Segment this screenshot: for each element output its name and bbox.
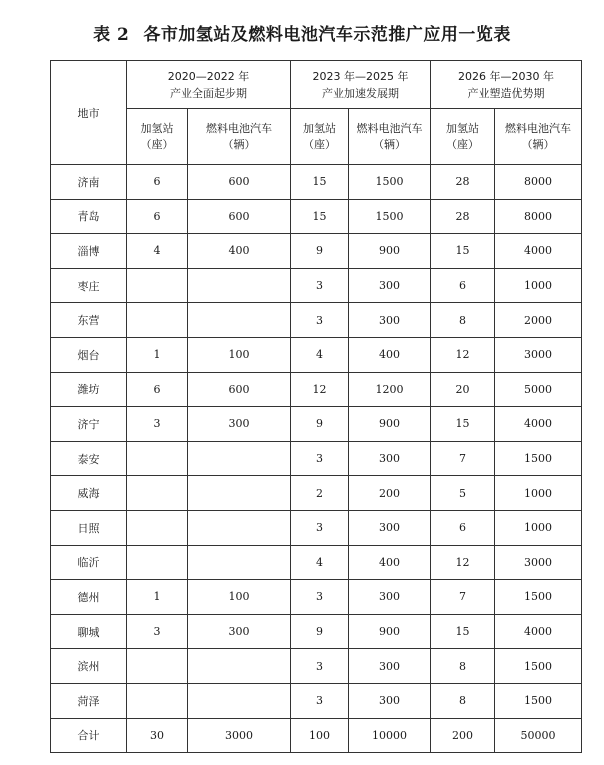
vehicles-2020-2022-cell: 300 — [188, 614, 291, 649]
stations-2020-2022-cell: 6 — [127, 199, 188, 234]
stations-2023-2025-cell: 3 — [291, 649, 349, 684]
table-row — [51, 268, 582, 303]
header-row-units — [51, 109, 582, 165]
stations-2023-2025-cell: 3 — [291, 510, 349, 545]
stations-2020-2022-cell: 30 — [127, 718, 188, 753]
stations-2023-2025-cell: 15 — [291, 199, 349, 234]
stations-2026-2030-cell: 8 — [431, 683, 495, 718]
stations-2020-2022-cell — [127, 268, 188, 303]
vehicles-2020-2022-cell — [188, 683, 291, 718]
city-cell: 泰安 — [51, 441, 127, 476]
stations-2020-2022-cell: 3 — [127, 407, 188, 442]
vehicles-2026-2030-cell: 1000 — [495, 268, 582, 303]
vehicles-2023-2025-cell: 400 — [349, 337, 431, 372]
table-row — [51, 683, 582, 718]
stations-2023-2025-cell: 9 — [291, 614, 349, 649]
vehicles-label: 燃料电池汽车 — [206, 121, 272, 135]
vehicles-2023-2025-cell: 900 — [349, 407, 431, 442]
stations-2026-2030-cell: 7 — [431, 580, 495, 615]
city-cell: 滨州 — [51, 649, 127, 684]
vehicles-label: 燃料电池汽车 — [505, 121, 572, 135]
column-header-city: 地市 — [51, 61, 127, 165]
city-cell: 临沂 — [51, 545, 127, 580]
table-row — [51, 337, 582, 372]
stations-2026-2030-cell: 6 — [431, 268, 495, 303]
vehicles-2026-2030-cell: 50000 — [495, 718, 582, 753]
vehicles-2023-2025-cell: 300 — [349, 580, 431, 615]
column-header-stations-2 — [291, 109, 349, 165]
vehicles-2026-2030-cell: 1000 — [495, 510, 582, 545]
vehicles-2026-2030-cell: 2000 — [495, 303, 582, 338]
stations-2023-2025-cell: 9 — [291, 407, 349, 442]
stations-2023-2025-cell: 3 — [291, 580, 349, 615]
vehicles-2020-2022-cell: 600 — [188, 372, 291, 407]
stations-2020-2022-cell — [127, 510, 188, 545]
stations-2026-2030-cell: 28 — [431, 199, 495, 234]
vehicles-unit: （辆） — [222, 137, 256, 151]
vehicles-2020-2022-cell — [188, 649, 291, 684]
vehicles-2023-2025-cell: 900 — [349, 234, 431, 269]
stations-2020-2022-cell — [127, 545, 188, 580]
vehicles-2020-2022-cell — [188, 441, 291, 476]
stations-2023-2025-cell: 100 — [291, 718, 349, 753]
stations-2020-2022-cell — [127, 683, 188, 718]
stations-2023-2025-cell: 4 — [291, 545, 349, 580]
stations-2026-2030-cell: 6 — [431, 510, 495, 545]
vehicles-2020-2022-cell: 400 — [188, 234, 291, 269]
table-row — [51, 199, 582, 234]
stations-2023-2025-cell: 3 — [291, 268, 349, 303]
table-row — [51, 441, 582, 476]
stations-2020-2022-cell — [127, 476, 188, 511]
stations-2020-2022-cell: 3 — [127, 614, 188, 649]
vehicles-2026-2030-cell: 4000 — [495, 407, 582, 442]
period-phase-3: 产业塑造优势期 — [467, 86, 545, 100]
table-row — [51, 614, 582, 649]
table-row — [51, 649, 582, 684]
stations-2020-2022-cell — [127, 441, 188, 476]
city-cell: 东营 — [51, 303, 127, 338]
stations-2020-2022-cell: 1 — [127, 580, 188, 615]
stations-2026-2030-cell: 8 — [431, 649, 495, 684]
vehicles-2020-2022-cell: 600 — [188, 165, 291, 200]
table-number: 表 2 — [93, 25, 130, 45]
city-cell: 青岛 — [51, 199, 127, 234]
vehicles-2023-2025-cell: 1500 — [349, 165, 431, 200]
vehicles-2023-2025-cell: 300 — [349, 303, 431, 338]
vehicles-2023-2025-cell: 1500 — [349, 199, 431, 234]
vehicles-2023-2025-cell: 1200 — [349, 372, 431, 407]
period-header-1 — [127, 61, 291, 109]
vehicles-2026-2030-cell: 1500 — [495, 580, 582, 615]
stations-2023-2025-cell: 3 — [291, 303, 349, 338]
table-body — [51, 165, 582, 753]
city-cell: 日照 — [51, 510, 127, 545]
vehicles-2026-2030-cell: 5000 — [495, 372, 582, 407]
stations-2026-2030-cell: 15 — [431, 407, 495, 442]
period-years-1: 2020—2022 年 — [167, 69, 250, 83]
vehicles-2023-2025-cell: 400 — [349, 545, 431, 580]
stations-unit: （座） — [140, 137, 174, 151]
vehicles-2020-2022-cell — [188, 268, 291, 303]
city-cell: 德州 — [51, 580, 127, 615]
city-cell: 枣庄 — [51, 268, 127, 303]
stations-2026-2030-cell: 7 — [431, 441, 495, 476]
period-phase-2: 产业加速发展期 — [322, 86, 399, 100]
vehicles-unit: （辆） — [373, 137, 406, 151]
stations-2020-2022-cell: 6 — [127, 372, 188, 407]
vehicles-2020-2022-cell: 300 — [188, 407, 291, 442]
period-header-3 — [431, 61, 582, 109]
stations-2026-2030-cell: 20 — [431, 372, 495, 407]
vehicles-2023-2025-cell: 10000 — [349, 718, 431, 753]
vehicles-2020-2022-cell — [188, 545, 291, 580]
stations-2023-2025-cell: 3 — [291, 441, 349, 476]
stations-2026-2030-cell: 5 — [431, 476, 495, 511]
column-header-vehicles-3 — [495, 109, 582, 165]
vehicles-2020-2022-cell — [188, 303, 291, 338]
stations-2023-2025-cell: 3 — [291, 683, 349, 718]
vehicles-2020-2022-cell: 600 — [188, 199, 291, 234]
vehicles-2026-2030-cell: 1500 — [495, 649, 582, 684]
stations-2023-2025-cell: 2 — [291, 476, 349, 511]
city-cell: 潍坊 — [51, 372, 127, 407]
vehicles-2023-2025-cell: 300 — [349, 649, 431, 684]
vehicles-2023-2025-cell: 200 — [349, 476, 431, 511]
vehicles-2023-2025-cell: 300 — [349, 441, 431, 476]
stations-2026-2030-cell: 200 — [431, 718, 495, 753]
vehicles-2020-2022-cell — [188, 510, 291, 545]
stations-unit: （座） — [446, 137, 480, 151]
period-phase-1: 产业全面起步期 — [170, 86, 247, 100]
city-cell: 淄博 — [51, 234, 127, 269]
vehicles-2020-2022-cell: 100 — [188, 337, 291, 372]
stations-2026-2030-cell: 8 — [431, 303, 495, 338]
vehicles-2023-2025-cell: 900 — [349, 614, 431, 649]
table-title-text: 各市加氢站及燃料电池汽车示范推广应用一览表 — [143, 25, 511, 45]
vehicles-2023-2025-cell: 300 — [349, 268, 431, 303]
vehicles-unit: （辆） — [521, 137, 555, 151]
vehicles-2020-2022-cell: 100 — [188, 580, 291, 615]
vehicles-2026-2030-cell: 1500 — [495, 683, 582, 718]
stations-2026-2030-cell: 12 — [431, 337, 495, 372]
vehicles-2026-2030-cell: 1500 — [495, 441, 582, 476]
stations-2023-2025-cell: 4 — [291, 337, 349, 372]
vehicles-2026-2030-cell: 4000 — [495, 614, 582, 649]
table-row — [51, 580, 582, 615]
city-cell: 合计 — [51, 718, 127, 753]
city-cell: 聊城 — [51, 614, 127, 649]
stations-2020-2022-cell — [127, 649, 188, 684]
column-header-vehicles-1 — [188, 109, 291, 165]
column-header-stations-1 — [127, 109, 188, 165]
vehicles-2023-2025-cell: 300 — [349, 683, 431, 718]
vehicles-2026-2030-cell: 4000 — [495, 234, 582, 269]
vehicles-2026-2030-cell: 8000 — [495, 199, 582, 234]
table-row — [51, 510, 582, 545]
vehicles-label: 燃料电池汽车 — [356, 121, 423, 135]
stations-2026-2030-cell: 15 — [431, 234, 495, 269]
table-row — [51, 407, 582, 442]
stations-2020-2022-cell: 6 — [127, 165, 188, 200]
stations-2020-2022-cell: 4 — [127, 234, 188, 269]
vehicles-2020-2022-cell: 3000 — [188, 718, 291, 753]
period-years-2: 2023 年—2025 年 — [312, 69, 409, 83]
city-cell: 威海 — [51, 476, 127, 511]
table-row — [51, 165, 582, 200]
period-years-3: 2026 年—2030 年 — [458, 69, 555, 83]
stations-2026-2030-cell: 28 — [431, 165, 495, 200]
vehicles-2023-2025-cell: 300 — [349, 510, 431, 545]
vehicles-2020-2022-cell — [188, 476, 291, 511]
table-row — [51, 234, 582, 269]
column-header-stations-3 — [431, 109, 495, 165]
hydrogen-deployment-table — [50, 60, 582, 753]
vehicles-2026-2030-cell: 8000 — [495, 165, 582, 200]
city-cell: 济南 — [51, 165, 127, 200]
vehicles-2026-2030-cell: 1000 — [495, 476, 582, 511]
city-cell: 菏泽 — [51, 683, 127, 718]
stations-label: 加氢站 — [140, 121, 174, 135]
table-row — [51, 476, 582, 511]
city-cell: 济宁 — [51, 407, 127, 442]
table-row — [51, 303, 582, 338]
stations-2020-2022-cell — [127, 303, 188, 338]
table-title — [0, 20, 604, 45]
stations-2026-2030-cell: 12 — [431, 545, 495, 580]
stations-2023-2025-cell: 15 — [291, 165, 349, 200]
stations-2020-2022-cell: 1 — [127, 337, 188, 372]
stations-2023-2025-cell: 9 — [291, 234, 349, 269]
header-row-periods — [51, 61, 582, 109]
stations-2023-2025-cell: 12 — [291, 372, 349, 407]
stations-unit: （座） — [303, 137, 336, 151]
stations-label: 加氢站 — [446, 121, 480, 135]
total-row — [51, 718, 582, 753]
period-header-2 — [291, 61, 431, 109]
column-header-vehicles-2 — [349, 109, 431, 165]
table-row — [51, 372, 582, 407]
city-cell: 烟台 — [51, 337, 127, 372]
stations-2026-2030-cell: 15 — [431, 614, 495, 649]
stations-label: 加氢站 — [303, 121, 336, 135]
table-row — [51, 545, 582, 580]
vehicles-2026-2030-cell: 3000 — [495, 337, 582, 372]
vehicles-2026-2030-cell: 3000 — [495, 545, 582, 580]
